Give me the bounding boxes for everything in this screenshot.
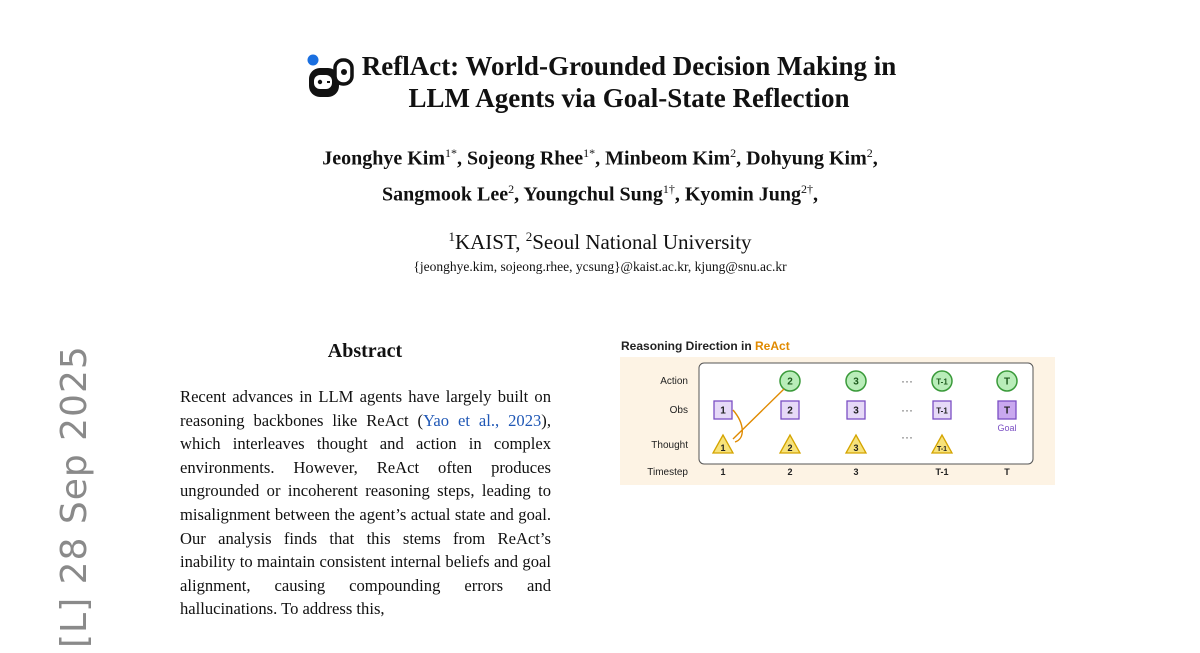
row-label-obs: Obs <box>669 405 688 416</box>
paper-header <box>0 50 1200 275</box>
row-label-action: Action <box>660 376 688 387</box>
author-separator: , <box>514 183 524 206</box>
affiliations <box>0 229 1200 255</box>
title-line-1: ReflAct: World-Grounded Decision Making in <box>361 51 897 81</box>
thought-label: T-1 <box>936 446 948 453</box>
thought-label: 2 <box>787 443 793 453</box>
ellipsis: ··· <box>901 403 913 417</box>
thought-label: 3 <box>853 443 859 453</box>
author-name: Dohyung Kim <box>746 147 867 170</box>
author-affil-mark: 1* <box>445 146 458 160</box>
author-name: Sangmook Lee <box>381 183 509 206</box>
title-row <box>0 50 1200 114</box>
action-label: 2 <box>787 376 793 388</box>
author-separator: , <box>813 183 819 206</box>
row-label-thought: Thought <box>651 440 688 451</box>
affiliation-1: KAIST, <box>454 230 526 255</box>
author-separator: , <box>674 183 685 206</box>
obs-label: T <box>1003 405 1011 417</box>
timestep-label: 1 <box>720 467 726 477</box>
author-affil-mark: 1† <box>662 181 675 196</box>
panel-title-method: ReAct <box>755 339 790 353</box>
author-affil-mark: 2 <box>508 181 515 196</box>
reflact-logo-icon <box>304 52 356 104</box>
timestep-label: T <box>1004 467 1010 477</box>
author-name: Minbeom Kim <box>605 147 731 170</box>
author-name: Sojeong Rhee <box>467 147 584 170</box>
author-line-1 <box>0 138 1200 174</box>
author-separator: , <box>872 147 878 170</box>
abstract-heading: Abstract <box>327 340 403 362</box>
action-label: 3 <box>853 376 859 388</box>
timestep-label: 2 <box>787 467 793 477</box>
obs-label: 3 <box>853 405 859 417</box>
author-separator: , <box>736 147 747 170</box>
timestep-label: T-1 <box>935 467 949 477</box>
author-line-2 <box>0 174 1200 210</box>
abstract-text <box>180 385 551 621</box>
thought-label: 1 <box>720 443 726 453</box>
affil-mark: 1 <box>448 229 455 245</box>
panel-1-title <box>621 339 790 353</box>
citation-link[interactable]: Yao et al., 2023 <box>423 410 542 430</box>
abstract-text-part: Recent advances in LLM agents have largely built on reasoning backbones like ReAct ( <box>180 387 551 430</box>
author-name: Jeonghye Kim <box>322 147 446 170</box>
obs-label: T-1 <box>936 406 948 416</box>
author-name: Kyomin Jung <box>684 183 802 206</box>
paper-title <box>362 50 897 114</box>
arxiv-side-stamp <box>18 345 95 648</box>
figure-reasoning-direction <box>620 338 1055 648</box>
author-affil-mark: 2 <box>866 146 873 160</box>
ellipsis: ··· <box>901 374 913 388</box>
author-name: Youngchul Sung <box>523 183 663 206</box>
action-label: T <box>1003 376 1011 388</box>
affil-mark: 2 <box>525 229 533 245</box>
author-separator: , <box>457 147 468 170</box>
author-affil-mark: 1* <box>583 146 596 160</box>
obs-label: 1 <box>720 405 726 417</box>
author-list <box>0 138 1200 209</box>
affiliation-2: Seoul National University <box>532 230 752 255</box>
author-affil-mark: 2 <box>730 146 737 160</box>
arxiv-stamp-text: [L] 28 Sep 2025 <box>54 345 95 648</box>
ellipsis: ··· <box>901 430 913 444</box>
author-emails: {jeonghye.kim, sojeong.rhee, ycsung}@kaist.ac.kr, kjung@snu.ac.kr <box>413 259 787 275</box>
abstract-text-part: ), which interleaves thought and action in complex environments. However, ReAct often produces ungrounded or incoherent reasoning steps, leading to misalignment between the agent’s actual state and goal. Our analysis finds that this stems from ReAct’s inability to maintain consistent internal beliefs and goal alignment, causing compounding errors and hallucinations. To address this, <box>180 410 551 619</box>
action-label: T-1 <box>936 377 948 387</box>
author-separator: , <box>595 147 606 170</box>
obs-label: 2 <box>787 405 793 417</box>
figure-diagram <box>620 338 1055 648</box>
author-affil-mark: 2† <box>801 181 814 196</box>
title-line-2: LLM Agents via Goal-State Reflection <box>408 83 850 113</box>
timestep-label: 3 <box>853 467 859 477</box>
row-label-timestep: Timestep <box>647 467 688 478</box>
panel-title-prefix: Reasoning Direction in <box>621 339 756 353</box>
goal-label: Goal <box>997 423 1017 433</box>
